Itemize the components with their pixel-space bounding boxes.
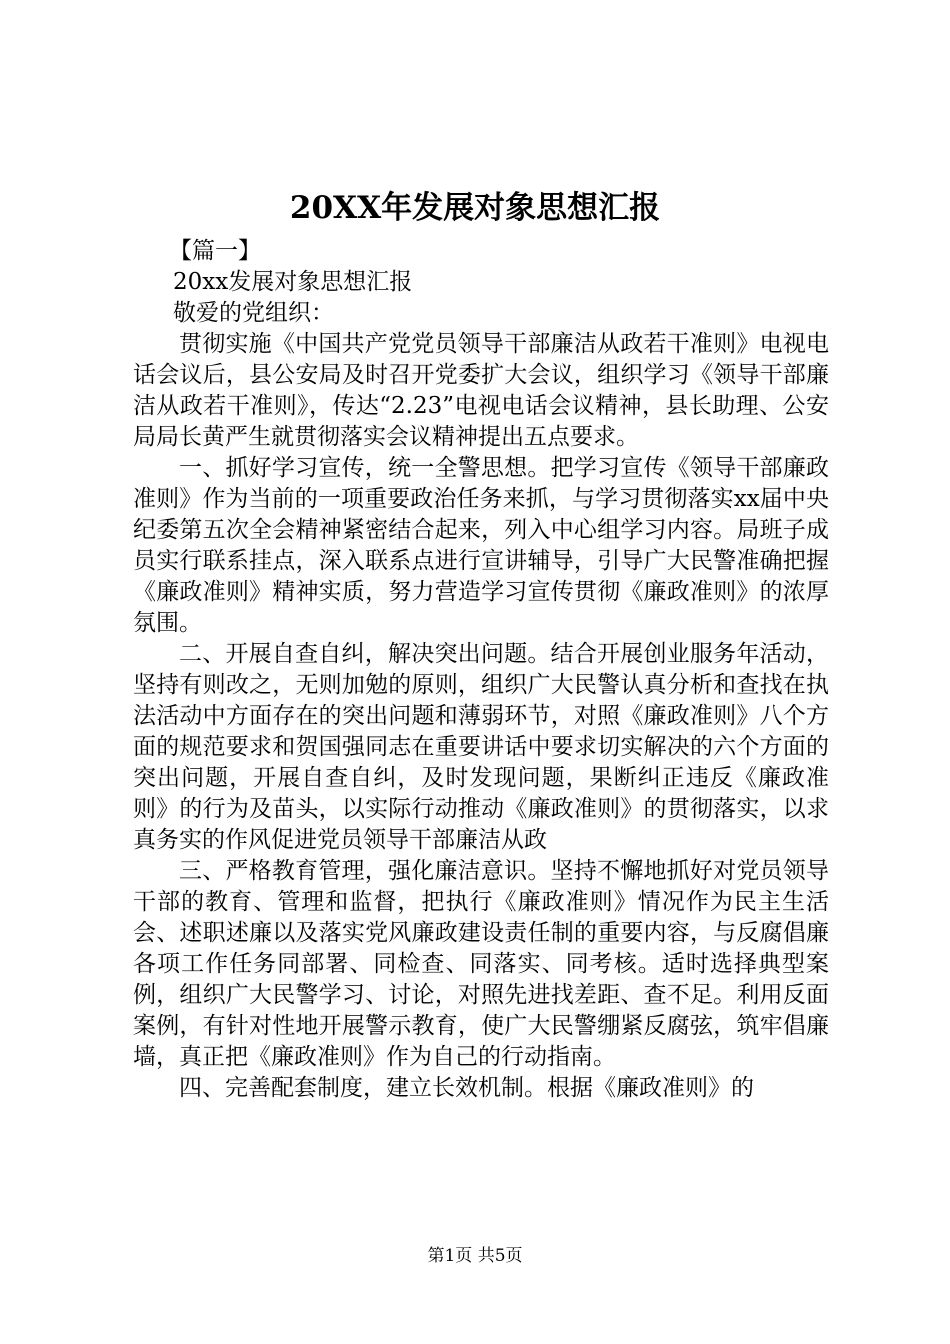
section-label: 【篇一】 bbox=[169, 238, 261, 264]
page-footer: 第1页 共5页 bbox=[427, 1246, 523, 1266]
document-body bbox=[133, 236, 829, 1104]
paragraph-point-two: 二、开展自查自纠，解决突出问题。结合开展创业服务年活动，坚持有则改之，无则加勉的原则，组织广大民警认真分析和查找在执法活动中方面存在的突出问题和薄弱环节，对照《廉政准则》八个方面的规范要求和贺国强同志在重要讲话中要求切实解决的六个方面的突出问题，开展自查自纠，及时发现问题，果断纠正违反《廉政准则》的行为及苗头，以实际行动推动《廉政准则》的贯彻落实，以求真务实的作风促进党员领导干部廉洁从政 bbox=[133, 641, 829, 853]
paragraph-point-three: 三、严格教育管理，强化廉洁意识。坚持不懈地抓好对党员领导干部的教育、管理和监督，把执行《廉政准则》情况作为民主生活会、述职述廉以及落实党风廉政建设责任制的重要内容，与反腐倡廉各项工作任务同部署、同检查、同落实、同考核。适时选择典型案例，组织广大民警学习、讨论，对照先进找差距、查不足。利用反面案例，有针对性地开展警示教育，使广大民警绷紧反腐弦，筑牢倡廉墙，真正把《廉政准则》作为自己的行动指南。 bbox=[133, 858, 829, 1070]
salutation: 敬爱的党组织： bbox=[173, 300, 334, 326]
paragraph-intro: 贯彻实施《中国共产党党员领导干部廉洁从政若干准则》电视电话会议后，县公安局及时召开党委扩大会议，组织学习《领导干部廉洁从政若干准则》，传达“2.23”电视电话会议精神，县长助理、公安局局长黄严生就贯彻落实会议精神提出五点要求。 bbox=[133, 331, 829, 450]
document-subtitle: 20xx发展对象思想汇报 bbox=[173, 269, 413, 295]
document-title: 20XX年发展对象思想汇报 bbox=[289, 190, 661, 226]
paragraph-point-one: 一、抓好学习宣传，统一全警思想。把学习宣传《领导干部廉政准则》作为当前的一项重要政治任务来抓，与学习贯彻落实xx届中央纪委第五次全会精神紧密结合起来，列入中心组学习内容。局班子成员实行联系挂点，深入联系点进行宣讲辅导，引导广大民警准确把握《廉政准则》精神实质，努力营造学习宣传贯彻《廉政准则》的浓厚氛围。 bbox=[133, 455, 829, 636]
paragraph-point-four: 四、完善配套制度，建立长效机制。根据《廉政准则》的 bbox=[179, 1075, 754, 1101]
